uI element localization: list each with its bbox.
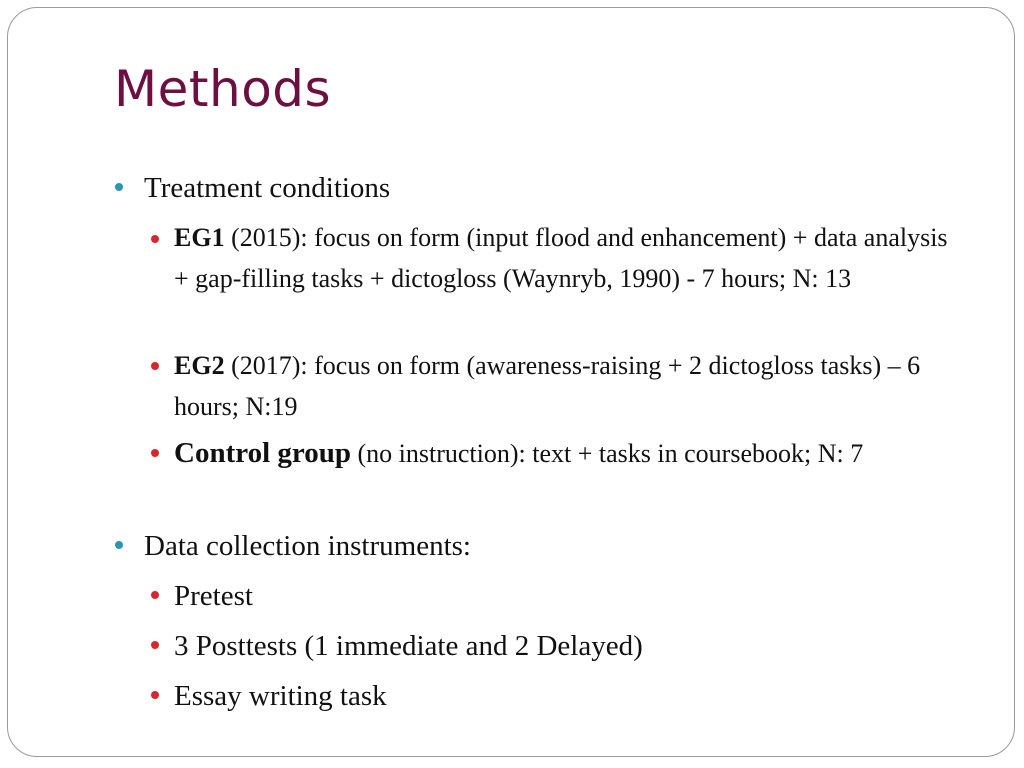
bullet-icon	[151, 591, 159, 599]
item-label-eg2: EG2	[174, 351, 225, 380]
bullet-icon	[151, 362, 159, 370]
list-item-control-group	[174, 433, 964, 474]
bullet-icon	[115, 541, 123, 549]
bullet-icon	[151, 691, 159, 699]
list-item-posttests: 3 Posttests (1 immediate and 2 Delayed)	[174, 630, 643, 662]
section-heading-data-collection: Data collection instruments:	[144, 530, 471, 562]
list-item-eg2	[174, 345, 964, 427]
list-item-pretest: Pretest	[174, 580, 253, 612]
bullet-icon	[151, 235, 159, 243]
slide-title: Methods	[114, 60, 332, 118]
item-label-control-group: Control group	[174, 437, 351, 469]
list-item-essay-task: Essay writing task	[174, 680, 387, 712]
item-text-eg2: (2017): focus on form (awareness-raising + 2 dictogloss tasks) – 6 hours; N:19	[174, 351, 921, 421]
list-item-eg1	[174, 217, 964, 299]
bullet-icon	[115, 183, 123, 191]
item-text-eg1: (2015): focus on form (input flood and enhancement) + data analysis + gap-filling tasks + dictogloss (Waynryb, 1990) - 7 hours; N: 13	[174, 223, 948, 293]
section-heading-treatment: Treatment conditions	[144, 172, 391, 204]
bullet-icon	[151, 449, 159, 457]
bullet-icon	[151, 641, 159, 649]
item-text-control-group: (no instruction): text + tasks in coursebook; N: 7	[351, 439, 864, 468]
item-label-eg1: EG1	[174, 223, 225, 252]
